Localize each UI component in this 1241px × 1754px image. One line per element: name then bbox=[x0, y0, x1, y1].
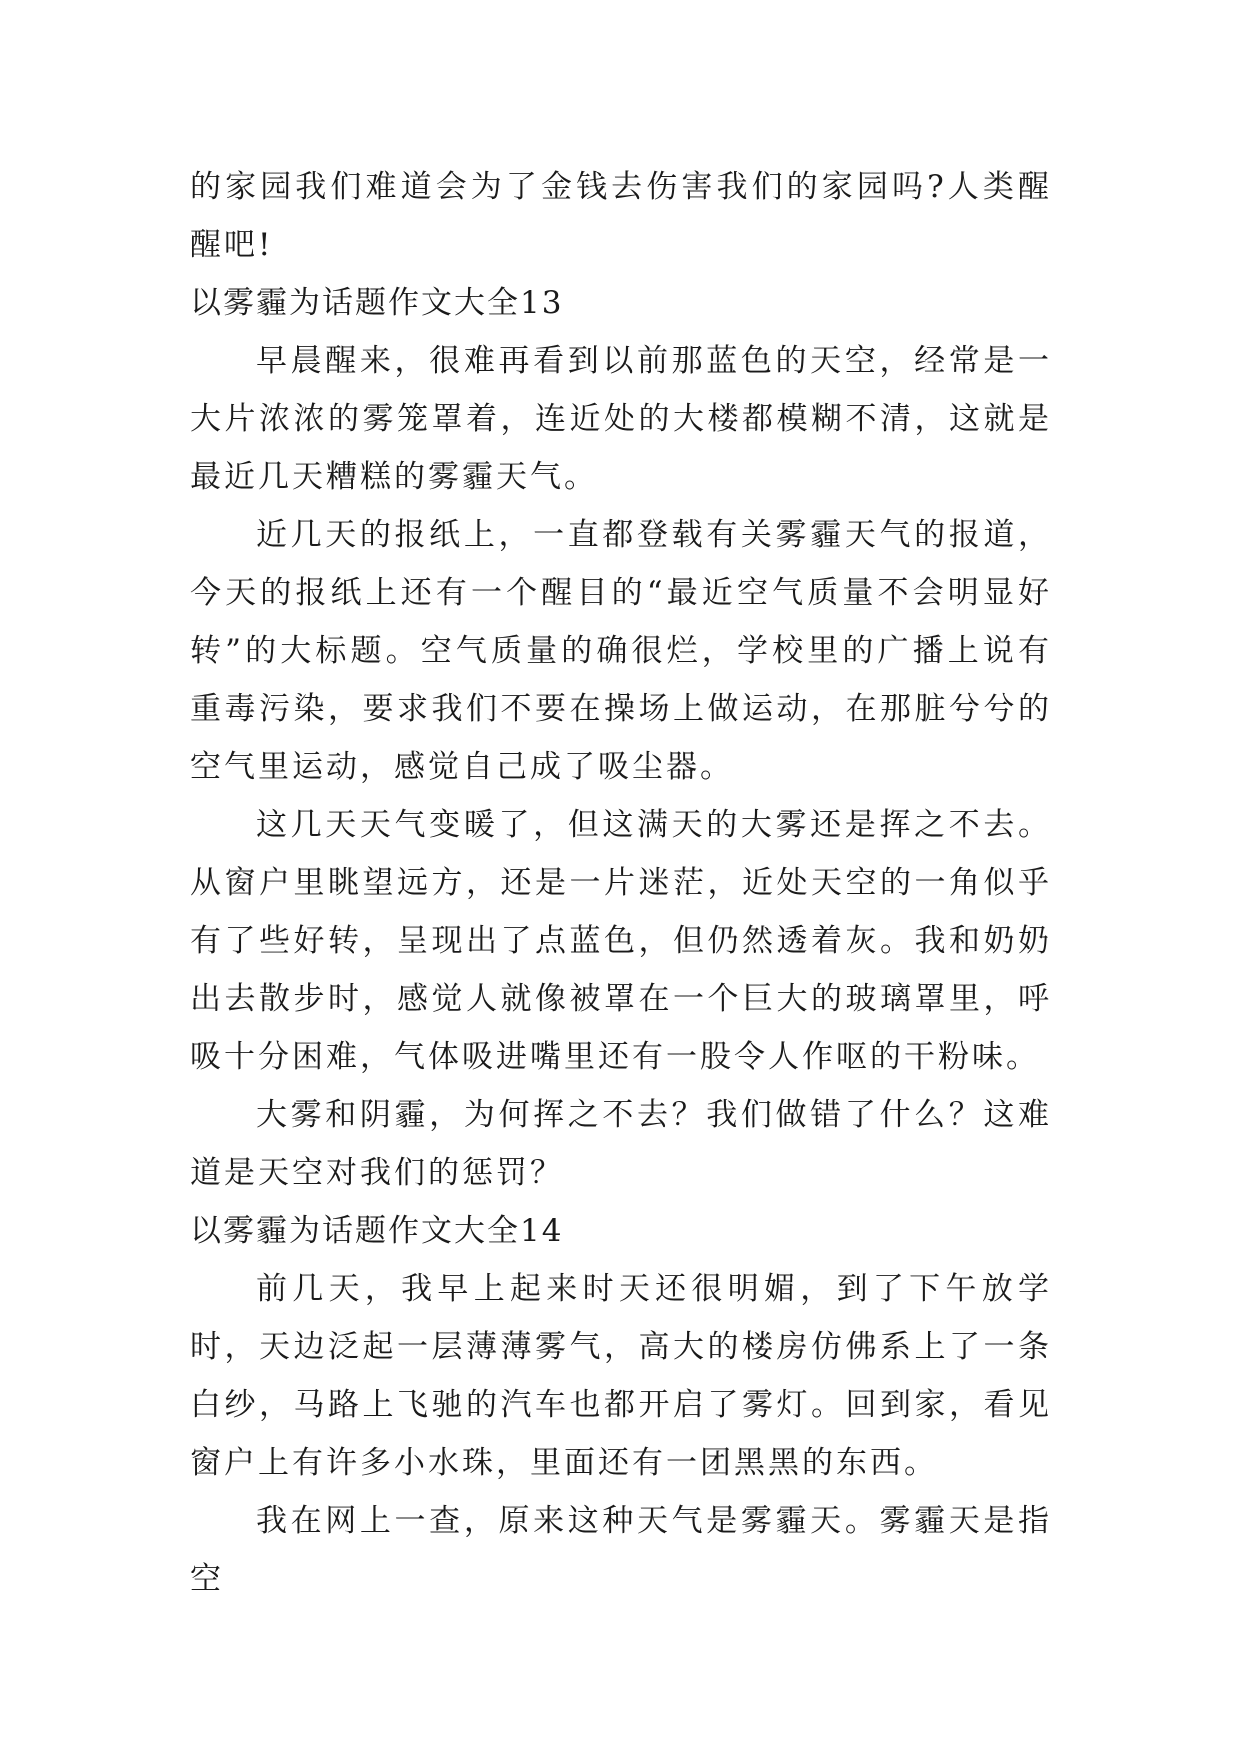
document-body bbox=[190, 158, 1052, 1608]
paragraph: 前几天，我早上起来时天还很明媚，到了下午放学时，天边泛起一层薄薄雾气，高大的楼房仿佛系上了一条白纱，马路上飞驰的汽车也都开启了雾灯。回到家，看见窗户上有许多小水珠，里面还有一团黑黑的东西。 bbox=[190, 1271, 1052, 1481]
paragraph: 大雾和阴霾，为何挥之不去？我们做错了什么？这难道是天空对我们的惩罚？ bbox=[190, 1097, 1052, 1191]
essay-heading-14: 以雾霾为话题作文大全14 bbox=[190, 1213, 564, 1249]
essay-heading-13: 以雾霾为话题作文大全13 bbox=[190, 285, 564, 321]
paragraph: 这几天天气变暖了，但这满天的大雾还是挥之不去。从窗户里眺望远方，还是一片迷茫，近处天空的一角似乎有了些好转，呈现出了点蓝色，但仍然透着灰。我和奶奶出去散步时，感觉人就像被罩在一个巨大的玻璃罩里，呼吸十分困难，气体吸进嘴里还有一股令人作呕的干粉味。 bbox=[190, 807, 1052, 1075]
paragraph: 早晨醒来，很难再看到以前那蓝色的天空，经常是一大片浓浓的雾笼罩着，连近处的大楼都模糊不清，这就是最近几天糟糕的雾霾天气。 bbox=[190, 343, 1052, 495]
paragraph: 近几天的报纸上，一直都登载有关雾霾天气的报道，今天的报纸上还有一个醒目的“最近空气质量不会明显好转”的大标题。空气质量的确很烂，学校里的广播上说有重毒污染，要求我们不要在操场上做运动，在那脏兮兮的空气里运动，感觉自己成了吸尘器。 bbox=[190, 517, 1052, 785]
paragraph: 我在网上一查，原来这种天气是雾霾天。雾霾天是指空 bbox=[190, 1503, 1052, 1597]
paragraph-continuation: 的家园我们难道会为了金钱去伤害我们的家园吗?人类醒醒吧! bbox=[190, 169, 1052, 263]
